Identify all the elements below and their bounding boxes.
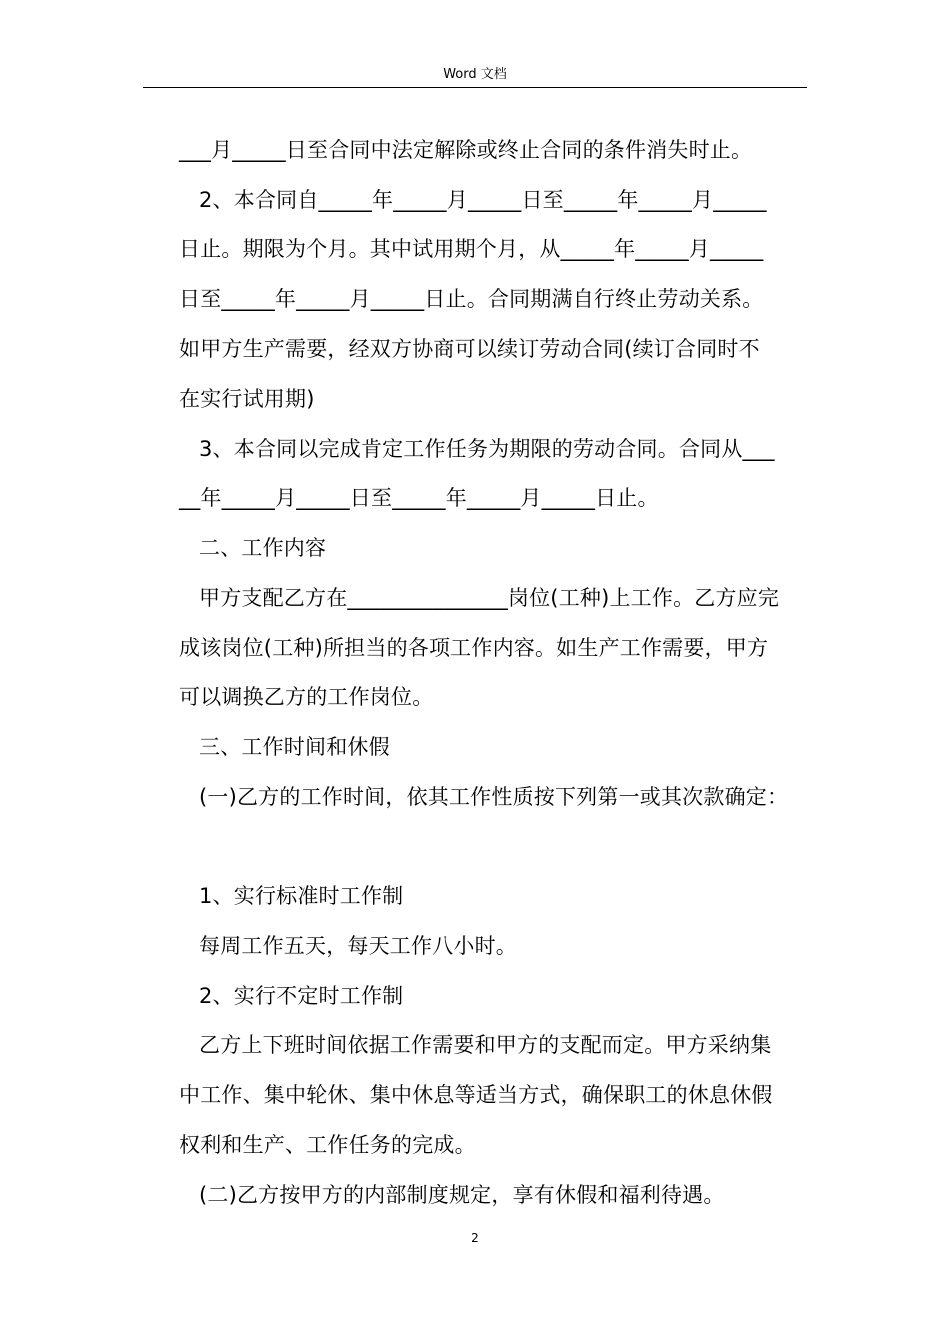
page-number: 2 — [471, 1231, 479, 1245]
body-line: 权利和生产、工作任务的完成。 — [179, 1133, 476, 1157]
body-line: (一)乙方的工作时间，依其工作性质按下列第一或其次款确定： — [199, 785, 789, 809]
body-line: 2、本合同自_____年_____月_____日至_____年_____月_____ — [199, 188, 767, 212]
body-line: 中工作、集中轮休、集中休息等适当方式，确保职工的休息休假 — [179, 1083, 773, 1107]
body-line: 日至_____年_____月_____日止。合同期满自行终止劳动关系。 — [179, 287, 764, 311]
header-divider — [143, 87, 807, 88]
body-line: 在实行试用期) — [179, 387, 315, 411]
body-line: 可以调换乙方的工作岗位。 — [179, 685, 434, 709]
section-heading: 二、工作内容 — [199, 536, 327, 560]
page-header-title: Word 文档 — [443, 67, 507, 82]
section-heading: 三、工作时间和休假 — [199, 735, 390, 759]
body-line: 每周工作五天，每天工作八小时。 — [199, 934, 517, 958]
body-line: 3、本合同以完成肯定工作任务为期限的劳动合同。合同从___ — [199, 437, 775, 461]
body-line: 甲方支配乙方在_______________岗位(工种)上工作。乙方应完 — [199, 586, 780, 610]
body-line: 1、实行标准时工作制 — [199, 884, 404, 908]
body-line: 日止。期限为个月。其中试用期个月，从_____年_____月_____ — [179, 237, 764, 261]
body-line: 2、实行不定时工作制 — [199, 984, 404, 1008]
body-line: ___月_____日至合同中法定解除或终止合同的条件消失时止。 — [179, 138, 753, 162]
body-line: 乙方上下班时间依据工作需要和甲方的支配而定。甲方采纳集 — [199, 1033, 772, 1057]
body-line: __年_____月_____日至_____年_____月_____日止。 — [179, 486, 659, 510]
body-line: (二)乙方按甲方的内部制度规定，享有休假和福利待遇。 — [199, 1183, 725, 1207]
body-line: 成该岗位(工种)所担当的各项工作内容。如生产工作需要，甲方 — [179, 636, 769, 660]
body-line: 如甲方生产需要，经双方协商可以续订劳动合同(续订合同时不 — [179, 337, 760, 361]
